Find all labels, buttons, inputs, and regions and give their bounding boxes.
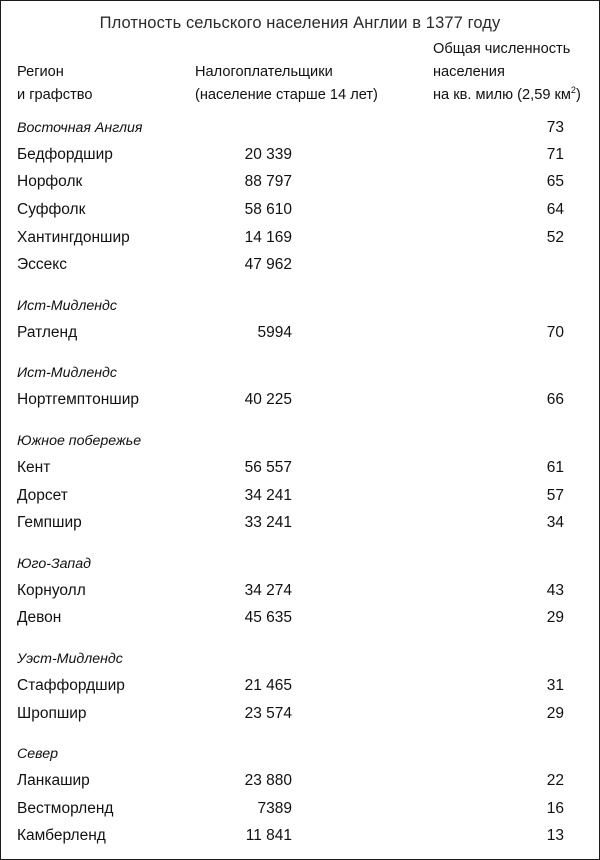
column-header-region-line2: и графство	[17, 86, 93, 103]
region-group	[1, 741, 599, 850]
density-unit-text: на кв. милю (2,59 км	[433, 86, 571, 103]
region-label: Уэст-Мидлендс	[17, 650, 123, 667]
taxpayers-value: 21 465	[244, 676, 292, 694]
taxpayers-value: 33 241	[244, 514, 292, 532]
taxpayers-value: 88 797	[244, 173, 292, 191]
table-row	[1, 251, 599, 279]
table-row	[1, 795, 599, 823]
taxpayers-value: 47 962	[244, 256, 292, 274]
density-value: 31	[546, 676, 564, 694]
taxpayers-value: 34 274	[244, 581, 292, 599]
county-name: Нортгемптоншир	[17, 391, 139, 409]
county-name: Вестморленд	[17, 799, 114, 817]
taxpayers-value: 56 557	[244, 458, 292, 476]
density-value: 43	[546, 581, 564, 599]
region-label: Север	[17, 746, 59, 763]
column-header-density-line1: Общая численность	[433, 40, 571, 57]
region-group	[1, 293, 599, 347]
table-row	[1, 672, 599, 700]
column-header-density	[433, 38, 581, 107]
column-header-taxpayers-line2: (население старше 14 лет)	[195, 86, 378, 103]
region-label: Юго-Запад	[17, 555, 91, 572]
density-value: 29	[546, 704, 564, 722]
region-group	[1, 428, 599, 537]
region-header-row	[1, 360, 599, 386]
column-header-density-line3	[433, 84, 581, 107]
region-group	[1, 115, 599, 279]
county-name: Кент	[17, 458, 51, 476]
taxpayers-value: 23 574	[244, 704, 292, 722]
region-label: Ист-Мидлендс	[17, 365, 117, 382]
region-header-row	[1, 428, 599, 454]
county-name: Шропшир	[17, 704, 87, 722]
table-row	[1, 454, 599, 482]
taxpayers-value: 14 169	[244, 228, 292, 246]
table-row	[1, 224, 599, 252]
column-header-taxpayers	[195, 61, 378, 107]
county-name: Хантингдоншир	[17, 228, 130, 246]
density-unit-superscript: 2	[570, 84, 576, 95]
region-header-row	[1, 115, 599, 141]
region-density-value: 73	[546, 118, 564, 136]
density-value: 57	[546, 486, 564, 504]
page-title: Плотность сельского населения Англии в 1377 году	[99, 14, 501, 32]
density-unit-close: )	[575, 86, 581, 103]
region-header-row	[1, 741, 599, 767]
county-name: Суффолк	[17, 200, 86, 218]
county-name: Ратленд	[17, 323, 78, 341]
table-header	[1, 40, 599, 115]
density-value: 66	[546, 391, 564, 409]
density-value: 52	[546, 228, 564, 246]
taxpayers-value: 7389	[257, 799, 292, 817]
table-row	[1, 319, 599, 347]
column-header-region-line1: Регион	[17, 63, 64, 80]
column-header-density-line2: населения	[433, 63, 505, 80]
table-row	[1, 509, 599, 537]
taxpayers-value: 11 841	[245, 827, 292, 845]
county-name: Корнуолл	[17, 581, 86, 599]
taxpayers-value: 23 880	[244, 772, 292, 790]
region-header-row	[1, 646, 599, 672]
density-value: 64	[546, 200, 564, 218]
table-row	[1, 168, 599, 196]
column-header-region	[17, 61, 92, 107]
density-value: 13	[546, 827, 564, 845]
column-header-taxpayers-line1: Налогоплательщики	[195, 63, 333, 80]
table-row	[1, 577, 599, 605]
table-row	[1, 822, 599, 850]
taxpayers-value: 45 635	[244, 609, 292, 627]
table-row	[1, 767, 599, 795]
table-body	[1, 115, 599, 850]
taxpayers-value: 34 241	[244, 486, 292, 504]
region-label: Восточная Англия	[17, 119, 143, 136]
table-row	[1, 604, 599, 632]
density-value: 70	[546, 323, 564, 341]
county-name: Норфолк	[17, 173, 83, 191]
region-group	[1, 646, 599, 727]
taxpayers-value: 20 339	[244, 145, 292, 163]
county-name: Гемпшир	[17, 514, 82, 532]
table-row	[1, 196, 599, 224]
density-value: 16	[546, 799, 564, 817]
taxpayers-value: 58 610	[244, 200, 292, 218]
region-header-row	[1, 551, 599, 577]
region-label: Ист-Мидлендс	[17, 297, 117, 314]
county-name: Эссекс	[17, 256, 67, 274]
region-group	[1, 551, 599, 632]
region-header-row	[1, 293, 599, 319]
table-row	[1, 482, 599, 510]
county-name: Стаффордшир	[17, 676, 125, 694]
table-row	[1, 386, 599, 414]
county-name: Дорсет	[17, 486, 68, 504]
table-row	[1, 141, 599, 169]
county-name: Девон	[17, 609, 62, 627]
region-label: Южное побережье	[17, 432, 142, 449]
density-value: 71	[546, 145, 564, 163]
taxpayers-value: 40 225	[244, 391, 292, 409]
taxpayers-value: 5994	[257, 323, 292, 341]
density-value: 65	[546, 173, 564, 191]
density-value: 29	[546, 609, 564, 627]
county-name: Ланкашир	[17, 772, 90, 790]
density-value: 22	[546, 772, 564, 790]
region-group	[1, 360, 599, 414]
county-name: Бедфордшир	[17, 145, 113, 163]
county-name: Камберленд	[17, 827, 106, 845]
density-value: 61	[546, 458, 564, 476]
table-row	[1, 700, 599, 728]
density-value: 34	[546, 514, 564, 532]
